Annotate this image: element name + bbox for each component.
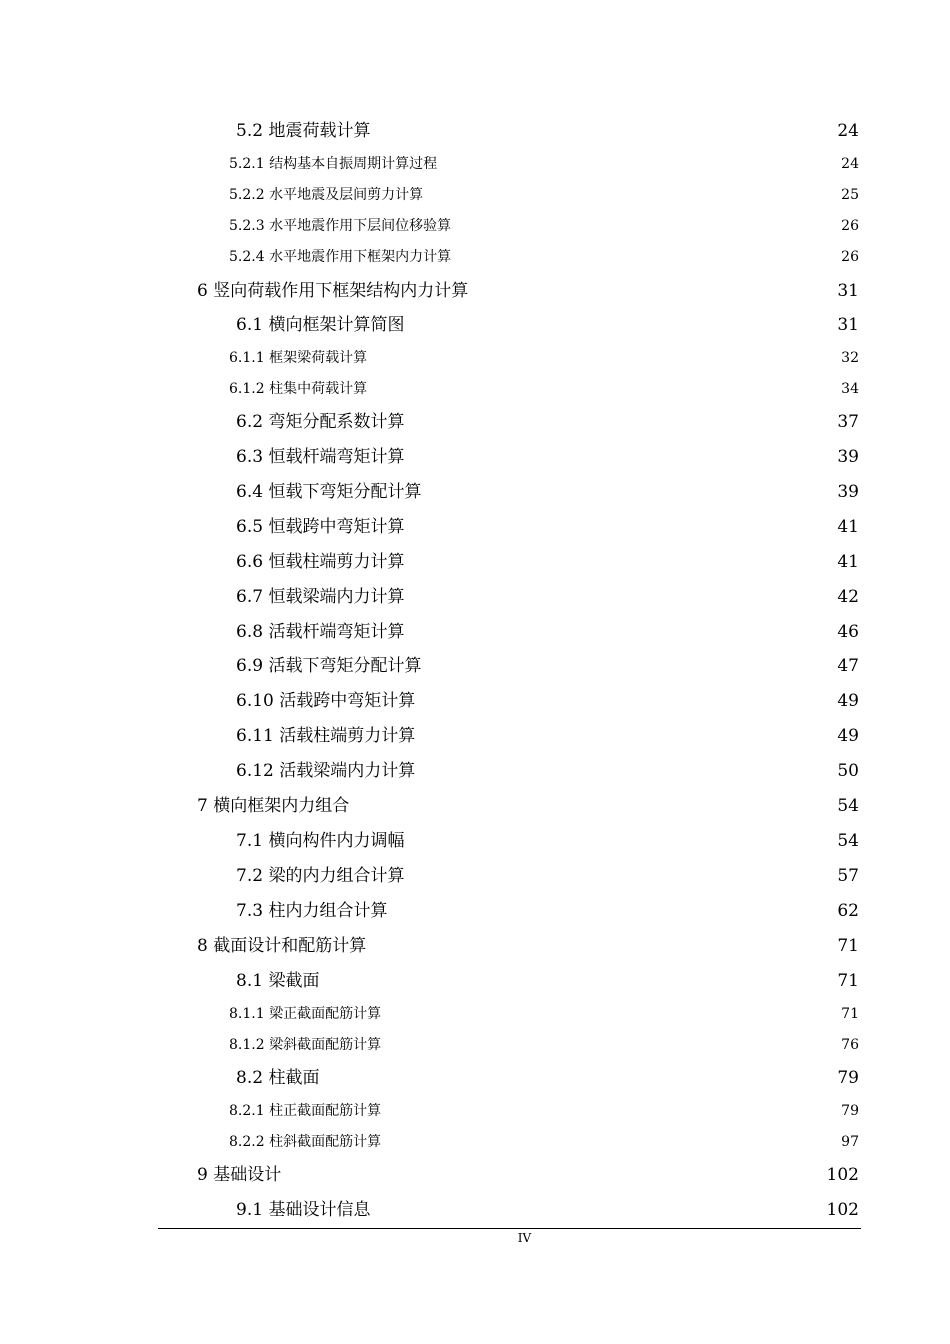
toc-entry-title: 6.6 恒载柱端剪力计算 [236,552,405,572]
toc-entry-page: 79 [837,1068,859,1088]
toc-entry-page: 71 [837,971,859,991]
toc-entry-title: 9 基础设计 [197,1165,282,1185]
toc-entry-page: 102 [826,1165,859,1185]
toc-entry[interactable] [236,899,859,923]
toc-entry[interactable] [197,794,859,818]
toc-entry[interactable] [236,689,859,713]
toc-entry-title: 6.11 活载柱端剪力计算 [236,726,416,746]
toc-entry[interactable] [236,445,859,469]
toc-entry[interactable] [236,724,859,748]
toc-entry[interactable] [236,759,859,783]
toc-entry-page: 31 [837,315,859,335]
toc-entry-title: 7 横向框架内力组合 [197,796,350,816]
toc-entry-page: 102 [826,1200,859,1220]
toc-entry-page: 76 [841,1037,859,1053]
toc-entry-page: 46 [837,622,859,642]
toc-entry-title: 8.1.2 梁斜截面配筋计算 [229,1037,382,1053]
toc-entry[interactable] [236,515,859,539]
toc-entry-page: 42 [837,587,859,607]
toc-entry-title: 6.1.2 柱集中荷载计算 [229,381,368,397]
toc-entry-page: 71 [837,936,859,956]
toc-entry[interactable] [197,934,859,958]
toc-entry-title: 7.1 横向构件内力调幅 [236,831,405,851]
toc-entry[interactable] [229,185,859,205]
toc-entry-title: 6.2 弯矩分配系数计算 [236,412,405,432]
toc-entry-title: 6.1 横向框架计算简图 [236,315,405,335]
toc-entry-page: 79 [841,1103,859,1119]
toc-entry-page: 97 [841,1134,859,1150]
toc-entry-title: 6.1.1 框架梁荷载计算 [229,350,368,366]
toc-entry[interactable] [229,1035,859,1055]
toc-entry-title: 6.5 恒载跨中弯矩计算 [236,517,405,537]
toc-entry-page: 49 [837,691,859,711]
toc-entry-page: 39 [837,447,859,467]
toc-entry[interactable] [229,379,859,399]
toc-entry[interactable] [236,969,859,993]
toc-entry[interactable] [197,279,859,303]
toc-entry-page: 24 [841,156,859,172]
toc-entry[interactable] [236,585,859,609]
toc-entry-page: 50 [837,761,859,781]
toc-entry[interactable] [229,247,859,267]
page-number: IV [517,1231,532,1245]
toc-entry[interactable] [236,829,859,853]
toc-entry[interactable] [229,216,859,236]
toc-entry-title: 8.1 梁截面 [236,971,320,991]
toc-entry-page: 62 [837,901,859,921]
toc-entry[interactable] [236,654,859,678]
toc-entry-title: 6.3 恒载杆端弯矩计算 [236,447,405,467]
toc-entry-title: 6.12 活载梁端内力计算 [236,761,416,781]
toc-entry[interactable] [236,1198,859,1222]
toc-entry[interactable] [236,410,859,434]
toc-entry[interactable] [229,1132,859,1152]
toc-entry-page: 32 [841,350,859,366]
toc-entry-page: 26 [841,249,859,265]
toc-entry-page: 71 [841,1006,859,1022]
toc-entry-title: 6.4 恒载下弯矩分配计算 [236,482,422,502]
toc-entry-title: 8.2 柱截面 [236,1068,320,1088]
toc-entry-page: 49 [837,726,859,746]
toc-entry[interactable] [229,1101,859,1121]
toc-entry-page: 34 [841,381,859,397]
footer-divider [158,1228,861,1229]
toc-entry[interactable] [236,480,859,504]
toc-entry-title: 6.10 活载跨中弯矩计算 [236,691,416,711]
toc-entry-title: 9.1 基础设计信息 [236,1200,371,1220]
toc-entry-title: 6.7 恒载梁端内力计算 [236,587,405,607]
toc-entry-page: 31 [837,281,859,301]
toc-entry-title: 5.2.2 水平地震及层间剪力计算 [229,187,424,203]
toc-entry[interactable] [236,864,859,888]
toc-entry-title: 8 截面设计和配筋计算 [197,936,367,956]
toc-entry-title: 8.1.1 梁正截面配筋计算 [229,1006,382,1022]
toc-entry[interactable] [229,154,859,174]
toc-entry[interactable] [236,1066,859,1090]
toc-entry-title: 5.2.1 结构基本自振周期计算过程 [229,156,438,172]
toc-entry-page: 26 [841,218,859,234]
toc-entry-title: 8.2.2 柱斜截面配筋计算 [229,1134,382,1150]
toc-entry-title: 5.2.4 水平地震作用下框架内力计算 [229,249,452,265]
toc-entry-title: 6.9 活载下弯矩分配计算 [236,656,422,676]
toc-entry[interactable] [197,1163,859,1187]
toc-entry-page: 37 [837,412,859,432]
toc-entry-page: 24 [837,121,859,141]
toc-entry[interactable] [229,348,859,368]
toc-entry-title: 5.2 地震荷载计算 [236,121,371,141]
toc-entry-page: 41 [837,517,859,537]
toc-entry-page: 39 [837,482,859,502]
toc-entry-page: 41 [837,552,859,572]
toc-entry-page: 54 [837,796,859,816]
toc-entry[interactable] [236,313,859,337]
toc-entry[interactable] [236,550,859,574]
toc-entry-title: 6.8 活载杆端弯矩计算 [236,622,405,642]
toc-entry-title: 8.2.1 柱正截面配筋计算 [229,1103,382,1119]
toc-entry[interactable] [236,119,859,143]
toc-entry[interactable] [236,620,859,644]
toc-entry-page: 25 [841,187,859,203]
toc-entry-page: 57 [837,866,859,886]
toc-entry-page: 54 [837,831,859,851]
toc-entry[interactable] [229,1004,859,1024]
toc-entry-page: 47 [837,656,859,676]
toc-entry-title: 5.2.3 水平地震作用下层间位移验算 [229,218,452,234]
toc-entry-title: 7.3 柱内力组合计算 [236,901,388,921]
toc-entry-title: 6 竖向荷载作用下框架结构内力计算 [197,281,469,301]
toc-entry-title: 7.2 梁的内力组合计算 [236,866,405,886]
